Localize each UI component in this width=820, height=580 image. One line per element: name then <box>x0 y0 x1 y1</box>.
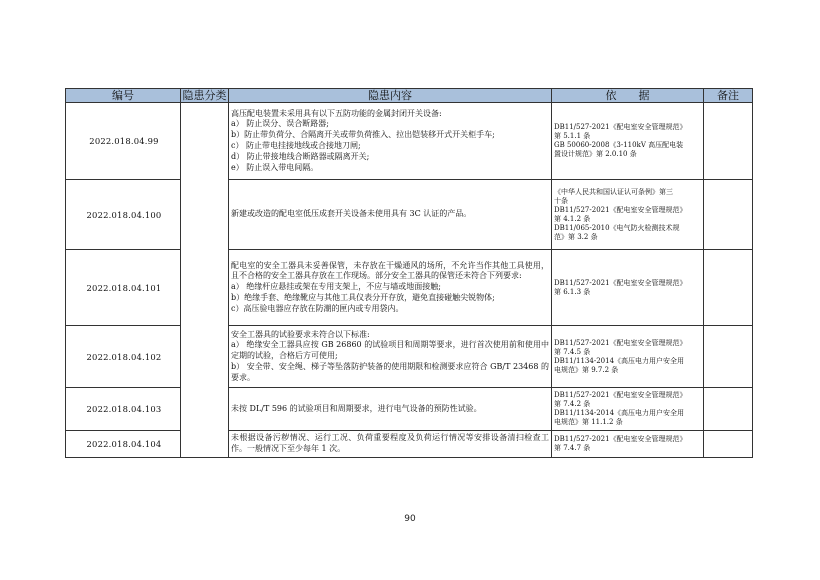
basis-line: GB 50060-2008《3-110kV 高压配电装 <box>554 141 684 149</box>
basis-line: 第 7.4.2 条 <box>554 400 591 408</box>
content-line: 未按 DL/T 596 的试验项目和周期要求，进行电气设备的预防性试验。 <box>231 403 482 413</box>
hazard-code: 2022.018.04.102 <box>66 326 181 388</box>
basis-line: DB11/527-2021《配电室安全管理规范》 <box>554 435 687 443</box>
table-row <box>66 431 753 458</box>
content-line: a） 绝缘杆应悬挂或架在专用支架上，不应与墙或地面接触; <box>231 282 442 292</box>
hazard-basis <box>552 103 704 180</box>
table-row <box>66 103 753 180</box>
hazard-category-cell <box>181 103 229 458</box>
hazard-content <box>229 388 552 431</box>
hazard-code: 2022.018.04.99 <box>66 103 181 180</box>
hazard-basis <box>552 180 704 250</box>
hazard-content <box>229 326 552 388</box>
table-row <box>66 326 753 388</box>
hazard-basis <box>552 431 704 458</box>
hazard-code: 2022.018.04.103 <box>66 388 181 431</box>
basis-line: 第 6.1.3 条 <box>554 287 591 296</box>
basis-line: 置设计规范》第 2.0.10 条 <box>554 150 637 158</box>
content-line: a） 绝缘安全工器具应按 GB 26860 的试验项目和周期等要求，进行首次使用前和使用中定期的试验，合格后方可使用; <box>231 340 549 361</box>
hazard-content <box>229 431 552 458</box>
header-basis: 依 据 <box>552 89 704 103</box>
content-line: 高压配电装置未采用具有以下五防功能的金属封闭开关设备: <box>231 108 442 118</box>
basis-line: 第 5.1.1 条 <box>554 132 591 140</box>
basis-line: DB11/527-2021《配电室安全管理规范》 <box>554 205 687 214</box>
basis-line: 电规范》第 11.1.2 条 <box>554 418 623 426</box>
basis-line: DB11/1134-2014《高压电力用户安全用 <box>554 409 685 417</box>
basis-line: DB11/527-2021《配电室安全管理规范》 <box>554 391 687 399</box>
basis-line: 十条 <box>554 196 568 205</box>
content-line: b）防止带负荷分、合隔离开关或带负荷推入、拉出铠装移开式开关柜手车; <box>231 130 495 140</box>
table-row <box>66 180 753 250</box>
content-line: c） 防止带电挂接地线或合接地刀闸; <box>231 141 361 150</box>
hazard-remark <box>704 388 753 431</box>
hazard-code: 2022.018.04.100 <box>66 180 181 250</box>
header-remark: 备注 <box>704 89 753 103</box>
hazard-remark <box>704 180 753 250</box>
basis-line: 《中华人民共和国认证认可条例》第三 <box>554 187 673 196</box>
basis-line: DB11/527-2021《配电室安全管理规范》 <box>554 338 687 347</box>
content-line: 新建或改造的配电室低压成套开关设备未使用具有 3C 认证的产品。 <box>231 209 472 219</box>
content-line: 安全工器具的试验要求未符合以下标准: <box>231 329 370 339</box>
hazard-code: 2022.018.04.101 <box>66 250 181 326</box>
content-line: a） 防止误分、误合断路器; <box>231 119 330 129</box>
hazard-content <box>229 180 552 250</box>
hazard-remark <box>704 431 753 458</box>
page-number: 90 <box>404 514 416 524</box>
content-line: d） 防止带接地线合断路器或隔离开关; <box>231 151 370 161</box>
header-row <box>66 89 753 103</box>
content-line: e） 防止误入带电间隔。 <box>231 162 319 172</box>
hazard-content <box>229 250 552 326</box>
content-line: c）高压验电器应存放在防潮的匣内或专用袋内。 <box>231 303 404 313</box>
content-line: 未根据设备污秽情况、运行工况、负荷重要程度及负荷运行情况等安排设备清扫检查工作。一般情况下至少每年 1 次。 <box>231 433 549 453</box>
basis-line: 第 7.4.7 条 <box>554 444 591 452</box>
header-code: 编号 <box>66 89 181 103</box>
hazard-remark <box>704 103 753 180</box>
basis-line: 第 4.1.2 条 <box>554 214 591 223</box>
table-row <box>66 250 753 326</box>
hazard-remark <box>704 250 753 326</box>
hazard-code: 2022.018.04.104 <box>66 431 181 458</box>
hazard-basis <box>552 326 704 388</box>
hazard-remark <box>704 326 753 388</box>
basis-line: DB11/1134-2014《高压电力用户安全用 <box>554 356 685 365</box>
hazard-basis <box>552 250 704 326</box>
header-content: 隐患内容 <box>229 89 552 103</box>
basis-line: 范》第 3.2 条 <box>554 232 598 241</box>
content-line: b）绝缘手套、绝缘靴应与其他工具仪表分开存放，避免直接碰触尖锐物体; <box>231 292 495 302</box>
basis-line: DB11/527-2021《配电室安全管理规范》 <box>554 123 687 131</box>
basis-line: 第 7.4.5 条 <box>554 347 591 356</box>
hazard-content <box>229 103 552 180</box>
header-category: 隐患分类 <box>182 89 227 102</box>
basis-line: DB11/065-2010《电气防火检测技术规 <box>554 223 680 232</box>
table-row <box>66 388 753 431</box>
content-line: 配电室的安全工器具未妥善保管，未存放在干燥通风的场所，不允许当作其他工具使用，且不合格的安全工器具存放在工作现场。部分安全工器具的保管还未符合下列要求: <box>231 260 549 281</box>
basis-line: DB11/527-2021《配电室安全管理规范》 <box>554 278 687 287</box>
content-line: b） 安全带、安全绳、梯子等坠落防护装备的使用期限和检测要求应符合 GB/T 23468 的要求。 <box>231 361 549 382</box>
hazard-table <box>65 88 753 458</box>
hazard-basis <box>552 388 704 431</box>
basis-line: 电规范》第 9.7.2 条 <box>554 365 619 374</box>
